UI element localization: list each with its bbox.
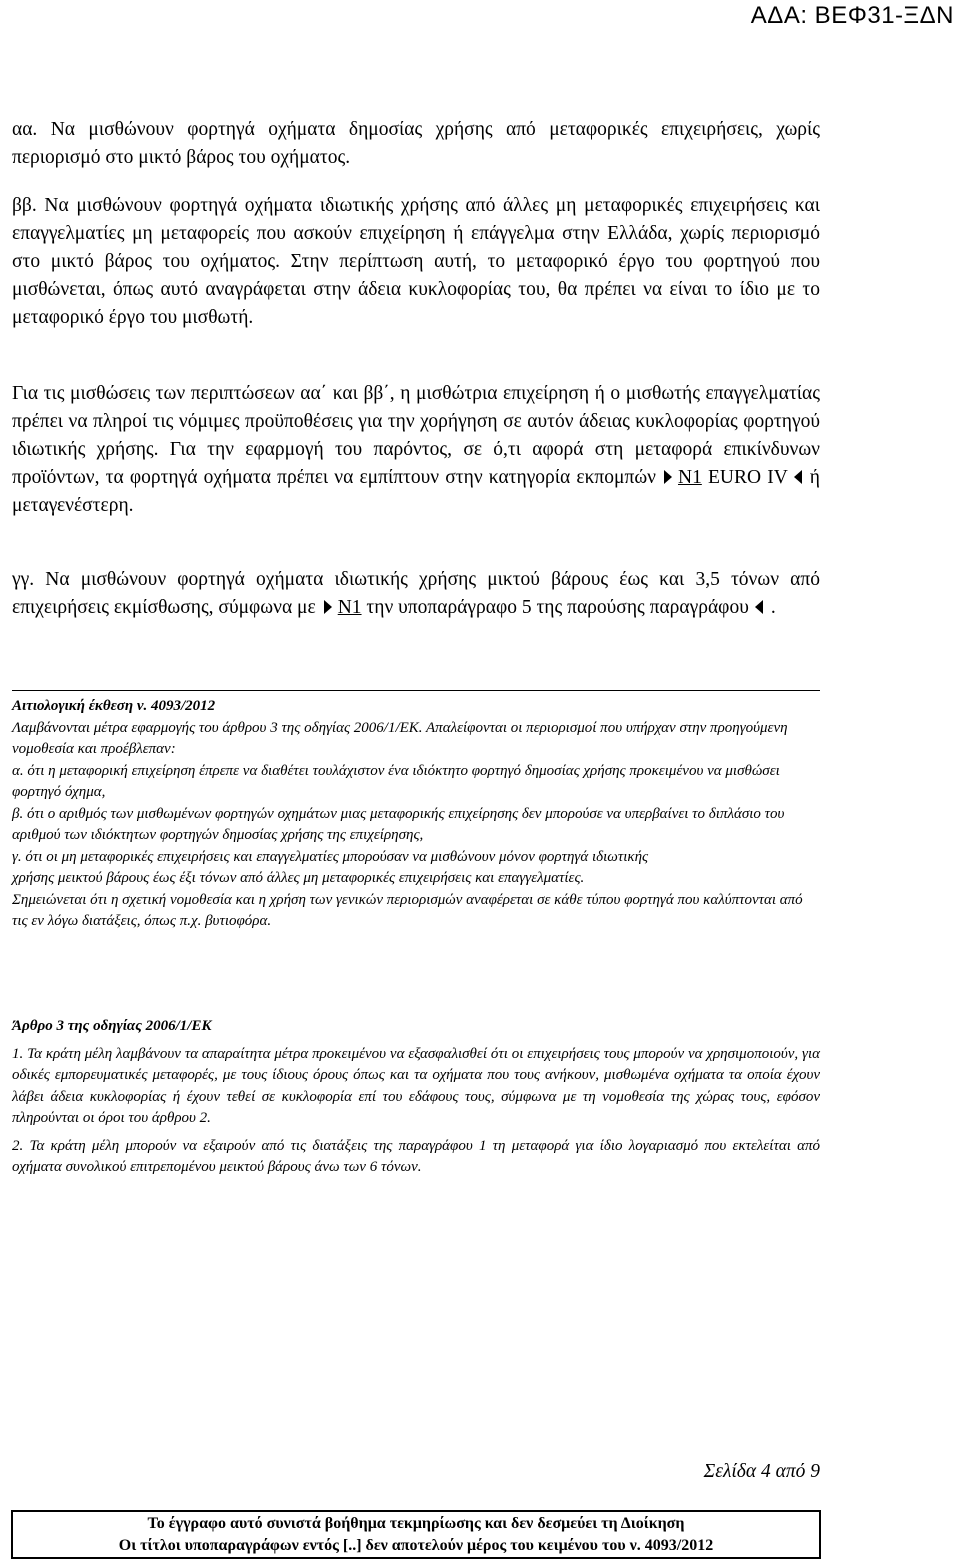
directive-article-title: Άρθρο 3 της οδηγίας 2006/1/ΕΚ (12, 1018, 212, 1034)
explanatory-line: β. ότι ο αριθμός των μισθωμένων φορτηγών οχημάτων μιας μεταφορικής επιχείρησης δεν μπορούσε να υπερβαίνει το διπλάσιο του αριθμού των ιδιόκτητων φορτηγών δημοσίας χρήσης της επιχείρησης, (12, 805, 785, 843)
paragraph-text: γγ. Να μισθώνουν φορτηγά οχήματα ιδιωτικής χρήσης μικτού βάρους έως και 3,5 τόνων από επιχειρήσεις εκμίσθωσης, σύμφωνα με (12, 569, 820, 618)
footer-line: Το έγγραφο αυτό συνιστά βοήθημα τεκμηρίωσης και δεν δεσμεύει τη Διοίκηση (147, 1515, 685, 1532)
paragraph-aa: αα. Να μισθώνουν φορτηγά οχήματα δημοσίας χρήσης από μεταφορικές επιχειρήσεις, χωρίς περιορισμό στο μικτό βάρος του οχήματος. (12, 119, 820, 168)
explanatory-line: Σημειώνεται ότι η σχετική νομοθεσία και η χρήση των γενικών περιορισμών αναφέρεται σε κάθε τύπου φορτηγά που καλύπτονται από τις εν λόγω διατάξεις, όπως π.χ. βυτιοφόρα. (12, 891, 803, 929)
directive-paragraph: 2. Τα κράτη μέλη μπορούν να εξαιρούν από τις διατάξεις της παραγράφου 1 τη μεταφορά για ίδιο λογαριασμό που εκτελείται από οχήματα συνολικού επιτρεπομένου μεικτού βάρους άνω των 6 τόνων. (12, 1137, 820, 1175)
explanatory-report-title: Αιτιολογική έκθεση ν. 4093/2012 (12, 698, 216, 714)
paragraph-text: EURO IV (701, 467, 788, 488)
paragraph-text: Για τις μισθώσεις των περιπτώσεων αα΄ και ββ΄, η μισθώτρια επιχείρηση ή ο μισθωτής επαγγελματίας πρέπει να πληροί τις νόμιμες προϋποθέσεις για την χορήγηση σε αυτόν άδειας κυκλοφορίας φορτηγού ιδιωτικής χρήσης. Για την εφαρμογή του παρόντος, σε ό,τι αφορά στη μεταφορά επικίνδυνων προϊόντων, τα φορτηγά οχήματα πρέπει να εμπίπτουν στην κατηγορία εκπομπών (12, 383, 820, 488)
paragraph-text: ή μεταγενέστερη. (12, 467, 820, 516)
explanatory-line: γ. ότι οι μη μεταφορικές επιχειρήσεις και επαγγελματίες μπορούσαν να μισθώνουν μόνον φορτηγά ιδιωτικής (12, 848, 649, 865)
explanatory-line: Λαμβάνονται μέτρα εφαρμογής του άρθρου 3 της οδηγίας 2006/1/ΕΚ. Απαλείφονται οι περιορισμοί που υπήρχαν στην προηγούμενη νομοθεσία και προέβλεπαν: (12, 719, 788, 757)
explanatory-line: χρήσης μεικτού βάρους έως έξι τόνων από άλλες μη μεταφορικές επιχειρήσεις και επαγγελματίες. (12, 870, 585, 886)
document-code: ΑΔΑ: ΒΕΦ31-ΞΔΝ (750, 2, 954, 29)
paragraph-bb: ββ. Να μισθώνουν φορτηγά οχήματα ιδιωτικής χρήσης από άλλες μη μεταφορικές επιχειρήσεις και επαγγελματίες μη μεταφορείς που ασκούν επιχείρηση ή επάγγελμα στην Ελλάδα, χωρίς περιορισμό στο μικτό βάρος του οχήματος. Στην περίπτωση αυτή, το μεταφορικό έργο του φορτηγού που μισθώνεται, όπως αυτό αναγράφεται στην άδεια κυκλοφορίας του, θα πρέπει να είναι το ίδιο με το μεταφορικό έργο του μισθωτή. (12, 195, 820, 328)
directive-paragraph: 1. Τα κράτη μέλη λαμβάνουν τα απαραίτητα μέτρα προκειμένου να εξασφαλισθεί ότι οι επιχειρήσεις τους μπορούν να χρησιμοποιούν, για οδικές εμπορευματικές μεταφορές, με τους ίδιους όρους όπως και τα οχήματα που τους ανήκουν, μισθωμένα οχήματα τα οποία έχουν λάβει άδεια κυκλοφορίας ή έχουν τεθεί σε κυκλοφορία επί του εδάφους τους, σύμφωνα με τη νομοθεσία της χώρας τους, εφόσον πληρούνται οι όροι του άρθρου 2. (12, 1045, 820, 1126)
directive-article (12, 1016, 820, 1185)
paragraph-text: . (770, 597, 776, 618)
amendment-marker: N1 (677, 467, 702, 488)
marker-start-icon (324, 600, 332, 614)
page-number: Σελίδα 4 από 9 (703, 1461, 820, 1482)
footer-disclaimer (11, 1510, 821, 1559)
marker-end-icon (755, 600, 763, 614)
amendment-marker: N1 (337, 597, 362, 618)
explanatory-report (12, 696, 820, 933)
paragraph-gg (12, 566, 820, 622)
marker-end-icon (794, 470, 802, 484)
section-divider (12, 690, 820, 691)
footer-line: Οι τίτλοι υποπαραγράφων εντός [..] δεν αποτελούν μέρος του κειμένου του ν. 4093/2012 (118, 1536, 714, 1554)
explanatory-line: α. ότι η μεταφορική επιχείρηση έπρεπε να διαθέτει τουλάχιστον ένα ιδιόκτητο φορτηγό δημοσίας χρήσης προκειμένου να μισθώσει φορτηγό όχημα, (12, 762, 780, 800)
marker-start-icon (664, 470, 672, 484)
paragraph-leasing-conditions (12, 380, 820, 520)
paragraph-text: την υποπαράγραφο 5 της παρούσης παραγράφου (361, 597, 749, 618)
